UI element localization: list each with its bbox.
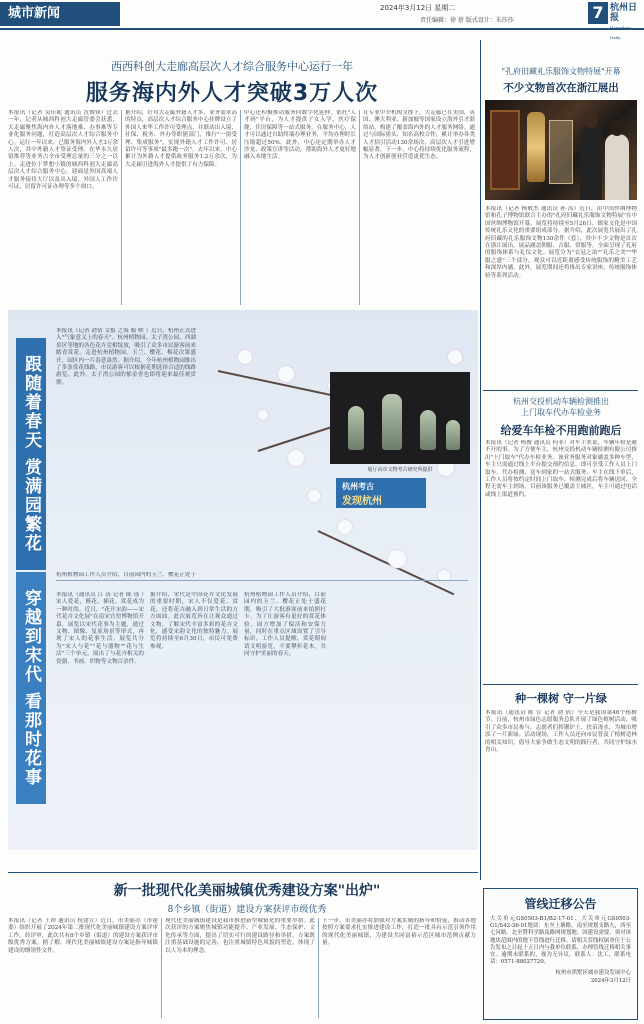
story2-headline: 不少文物首次在浙江展出 — [503, 82, 619, 94]
story1-col4: 在专业中介机构支撑下，大走廊已在美国、英国、澳大利亚、新加坡等国家设立海外引才联络站，构建了覆盖海内外的人才服务网络。通过与国际猎头、知名高校合作，累计举办各类人才招引活动130余场次，高层次人才引进增幅显著。下一步，中心将持续优化服务流程，为人才创新创业营造更优生态。 — [363, 110, 475, 161]
artifact-photo — [330, 372, 470, 464]
page-number: 7 — [588, 2, 608, 24]
story5-col3: 下一步，市美丽办将加强对方案实施的指导和督促，推动各地按照方案要求扎实推进建设工作，打造一批具有示范引领作用的现代化美丽城镇，为建设共同富裕示范区城市范例贡献力量。 — [322, 918, 476, 947]
notice-signer: 杭州市拱墅区城市建设发展中心 — [555, 970, 631, 977]
feature-title-spring: 跟随着春天 赏满园繁花 — [16, 338, 46, 570]
display-case — [490, 110, 520, 190]
flower — [258, 410, 268, 420]
flower — [278, 366, 294, 382]
column-divider — [240, 110, 241, 305]
section-label: 城市新闻 — [0, 2, 120, 26]
pipeline-notice — [483, 888, 638, 1020]
feature-story-b: 本报讯（通讯员 江 涛 记者 陈 瑶 ）宋人爱花，簪花、插花、赏花成为一种时尚。近日，"花开宋韵——宋代花卉文化展"在南宋官窑博物馆开幕，展览以宋代花事为主题，通过文物、图像、复原场景等形式，再现了宋人的花事生活。展览共分为"宋人与花""花与器物""花与生活"三个单元，展出了与花卉相关的瓷器、书画、织物等文物百余件。 — [56, 592, 144, 665]
glass-case — [549, 120, 573, 184]
story3-kicker: 杭州交投机动车辆检测推出 上门取车代办车检业务 — [513, 397, 609, 417]
notice-date: 2024年3月12日 — [590, 977, 631, 984]
story5-col2: 现代化美丽城镇建设是我市推进新型城镇化的重要举措。此次获评的方案聚焦城镇功能提升、产业发展、生态保护、文化传承等方面，提出了切实可行的建设路径和举措。方案既注重基础设施的完善，也注重城镇特色风貌的塑造，体现了以人为本的理念。 — [165, 918, 315, 954]
story-divider — [483, 684, 638, 685]
feature-story-a-tail: 杭州植物园工作人员介绍，目前园内的玉兰、樱花正处于盛花期，吸引了大批游客前来拍照打卡。为了让游客有更好的赏花体验，园方增加了保洁和安保力量，同时在重点区域设置了引导标识。工作人员提醒，赏花期间请文明游览，不要攀折花木，共同守护美丽的春天。 — [244, 592, 326, 658]
column-divider — [359, 110, 360, 305]
visitor-figure — [580, 126, 602, 200]
page-header — [0, 0, 644, 40]
archaeology-logo — [336, 478, 426, 508]
column-divider — [121, 110, 122, 305]
story4-body: 本报讯（通讯员 陈 宣 记者 俞 倩）今天是我国第46个植树节。日前，杭州市绿色志愿服务总队开展了绿色植树活动，吸引了众多市民参与。志愿者们挥锹铲土、扶苗浇水，为城市增添了一片新绿。活动现场，工作人员还向市民普及了植树造林的相关知识，倡导大家争做生态文明的践行者，共同守护绿水青山。 — [485, 710, 637, 754]
vase-artifact — [527, 112, 545, 182]
story3-headline: 给爱车年检不用跑前跑后 — [500, 424, 622, 437]
story2-kicker: "孔府旧藏礼乐服饰文物特展"开幕 — [501, 67, 621, 76]
branch — [318, 530, 455, 595]
feature-title-song: 穿越到宋代 看那时花事 — [16, 572, 46, 804]
story5-col1: 本报讯（记者 王禅 通讯员 杭建宣）近日，市美丽办（市建委）组织开展了2024年第二批现代化美丽城镇建设方案评审工作。经评审，此次共有8个乡镇（街道）的建设方案获评市级优秀方案。据了解，现代化美丽城镇建设方案是指导城镇建设的纲领性文件。 — [8, 918, 158, 954]
story-divider — [483, 390, 638, 391]
editor-credits: 责任编辑：徐 蓓 版式设计：朱莎莎 — [420, 17, 514, 24]
feature-story-b-cont: 据介绍，宋代是中国花卉文化发展的重要时期，宋人不仅爱花、赏花，还将花卉融入到日常生活的方方面面。此次展览旨在让观众通过文物，了解宋代丰富多彩的花卉文化，感受宋韵文化的独特魅力。展览将持续至6月30日，市民可免费参观。 — [150, 592, 238, 650]
logo-line2: 发现杭州 — [342, 496, 382, 507]
celadon-vessel — [420, 410, 436, 450]
logo-line1: 杭州考古 — [342, 482, 374, 491]
column-divider — [161, 918, 162, 1018]
masthead — [610, 3, 642, 43]
feature-story-a: 本报讯（记者 俞倩 文报 之海 服 帅 ）近日，杭州正式进入"气象意义上的春天"。杭州植物园、太子湾公园、西湖景区等地的各色花卉竞相绽放，吸引了众多市民游客前来踏青赏花。走进杭州植物园，玉兰、樱花、梅花次第盛开，园区内一片春意盎然。据介绍，今年杭州植物园推出了多条赏花线路，市民游客可以根据花期选择合适的线路游览。此外，太子湾公园的郁金香也即将迎来最佳观赏期。 — [56, 328, 196, 386]
page-column-divider — [480, 40, 481, 880]
story5-headline: 新一批现代化美丽城镇优秀建设方案"出炉" — [113, 883, 381, 899]
masthead-en: Hangzhou Daily — [610, 25, 631, 40]
celadon-vessel — [446, 420, 460, 450]
story2-body: 本报讯（记者 杨敏杰 通讯员 孙 涛）近日，由中国丝绸博物馆和孔子博物馆联合主办的"孔府旧藏礼乐服饰文物特展"在中国丝绸博物馆开幕，展览将持续至5月26日。儒家文化是中国传统礼乐文化的重要组成部分。据介绍，此次展览共展出了孔府旧藏的礼乐服饰文物130余件（套），其中不少文物是首次在浙江展出。展品涵盖朝服、吉服、常服等，全面呈现了孔府的服饰体系与礼仪文化。展览分为"衣冠之治""礼乐之美""华服之盛"三个部分，观众可以近距离感受传统服饰的精美工艺和深厚内涵。此外，展览期间还将推出专家讲座、传统服饰体验等系列活动。 — [485, 206, 637, 279]
story1-col2: 据介绍，针对大走廊外籍人才多、业务需求高的特点，高层次人才综合服务中心挂牌设立了外国人来华工作许可受理点，并联动出入境、社保、税务、外办等职能部门，推行"一窗受理、集成服务"，实现外籍人才工作许可、居留许可等事项"最多跑一次"。去年以来，中心累计为外籍人才提供政务服务1.2万余次，为大走廊引进海外人才提供了有力保障。 — [125, 110, 237, 168]
story4-headline: 种一棵树 守一片绿 — [515, 692, 607, 705]
exhibition-photo — [485, 100, 637, 200]
masthead-title: 杭州日报 — [610, 3, 638, 23]
flower — [288, 450, 304, 466]
story1-col1: 本报讯（记者 吴佳妮 通讯员 沈俊锋）过去一年，记者从城西科创大走廊管委会获悉，大走廊聚焦海内外人才落地难、办事难等专业化服务问题，打造高层次人才综合服务中心。运行一年以来，已服务海内外人才3万余人次，其中外籍人才签证受理、在华永久居留推荐等业务占全市受理总量的三分之一以上。走进位于梦想小镇的城西科创大走廊高层次人才综合服务中心，迎面是外国高端人才服务接待大厅以及出入境、外国人工作许可证、居留许可证办理等多个窗口。 — [8, 110, 118, 191]
story1-col3: 中心还积极推动服务向数字化延伸，依托"人才码"平台，为人才提供子女入学、医疗保健、住房保障等一站式服务。在服务中心，人才可以通过自助终端办理业务，平均办理时长压缩超过50%。此外，中心还定期举办人才沙龙、政策宣讲等活动，帮助海外人才更好地融入本地生活。 — [244, 110, 356, 161]
flower — [308, 490, 320, 502]
flower — [338, 520, 352, 534]
notice-title: 管线迁移公告 — [524, 897, 597, 911]
story-divider — [8, 872, 478, 873]
story1-headline: 服务海内外人才突破3万人次 — [85, 81, 379, 106]
feature-story-a-cont: 杭州植物园工作人员介绍，目前园内的玉兰、樱花正处于 — [56, 572, 196, 578]
celadon-vessel — [348, 406, 364, 450]
story3-body: 本报讯（记者 杨俊 通讯员 何菲）对车主来说，车辆年检是避不开的事。为了方便车主，杭州交投机动车辆检测有限公司推出"上门取车"代办车检业务。该业务服务对象涵盖多种车型，车主只需通过线上平台提交预约信息，即可享受工作人员上门取车、代办检测、送车到家的一站式服务。车主在线下单后，工作人员将按约定时间上门取车，检测完成后将车辆送回，全程无需车主到场。目前该服务已覆盖主城区，车主可通过电话或线上渠道预约。 — [485, 440, 637, 498]
story1-kicker: 西西科创大走廊高层次人才综合服务中心运行一年 — [111, 60, 353, 73]
flower — [388, 550, 406, 568]
celadon-vessel — [382, 394, 402, 450]
flower — [238, 350, 252, 364]
flower — [448, 350, 462, 364]
feature-divider — [56, 580, 468, 581]
notice-body: 大关单元GS0503-B1/B2-17-01、大关单元GS0503-G1/S42-36-01地块：东至上塘路，南至规划支路九，西至七河路，北至赞科学路及路网规划地。因建设需要，须对该地块范围内的地下管线进行迁移。请相关管线权属单位于公告发布之日起十五日内与我单位联系，办理管线迁移相关事宜。逾期未联系的，视为无异议。联系人：沈工，联系电话：0571-88027720。 — [490, 916, 631, 966]
story5-subheadline: 8个乡镇（街道）建设方案获评市级优秀 — [167, 905, 327, 915]
column-divider — [318, 918, 319, 1018]
dateline: 2024年3月12日 星期二 — [380, 4, 456, 12]
photo-caption: 展厅由市文物考古研究所提供 — [367, 467, 433, 473]
visitor-figure — [605, 134, 629, 200]
